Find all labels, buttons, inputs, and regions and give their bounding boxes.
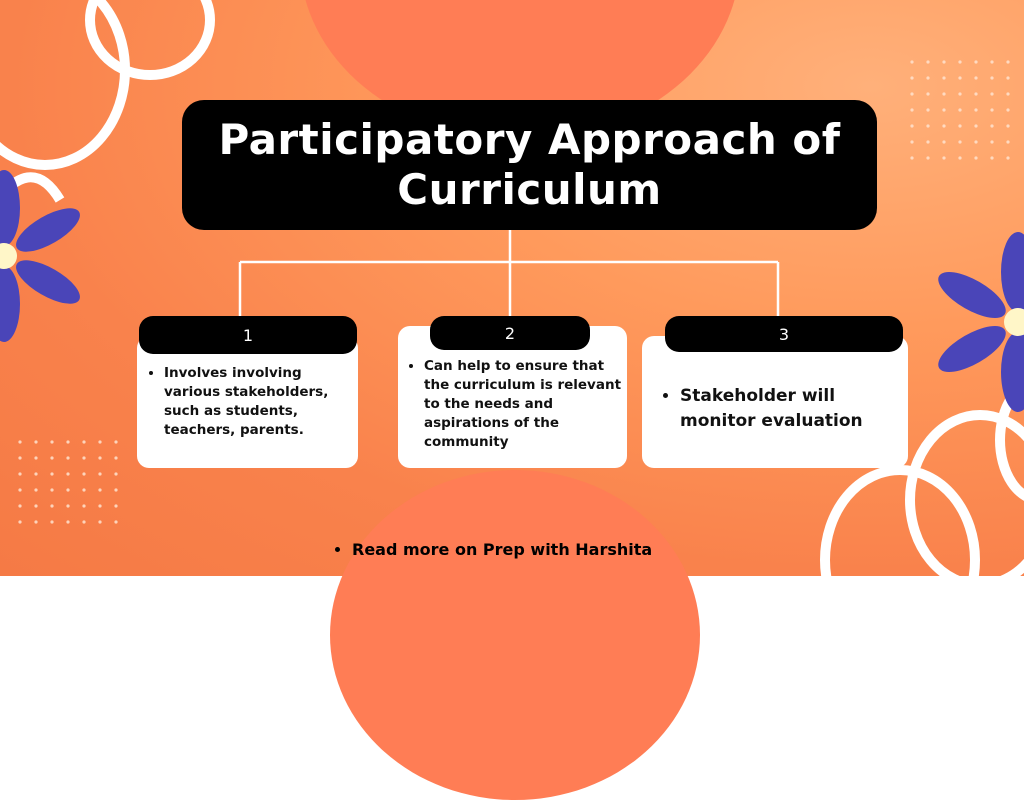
card-1-text-container: [150, 364, 350, 440]
page-title: Participatory Approach of Curriculum: [182, 115, 877, 215]
card-3-text-container: [662, 384, 892, 434]
title-box: [182, 100, 877, 230]
footer-link-container: [334, 540, 652, 559]
loop-swirl-top-left: [0, 0, 210, 210]
flower-right: [932, 232, 1024, 412]
card-2-text: • Can help to ensure that the curriculum is relevant to the needs and aspirations of the community: [424, 357, 622, 452]
dot-grid-top-right: [910, 60, 1009, 159]
flower-left: [0, 170, 86, 342]
card-1-number: 1: [139, 316, 357, 354]
card-3-text: • Stakeholder will monitor evaluation: [680, 384, 892, 434]
connector-lines: [240, 230, 778, 318]
card-2-text-container: [410, 357, 622, 452]
card-2-number: 2: [430, 316, 590, 350]
card-1-text: • Involves involving various stakeholders, such as students, teachers, parents.: [164, 364, 350, 440]
dot-grid-bottom-left: [18, 440, 117, 523]
card-3-number: 3: [665, 316, 903, 352]
footer-link[interactable]: • Read more on Prep with Harshita: [352, 540, 652, 559]
